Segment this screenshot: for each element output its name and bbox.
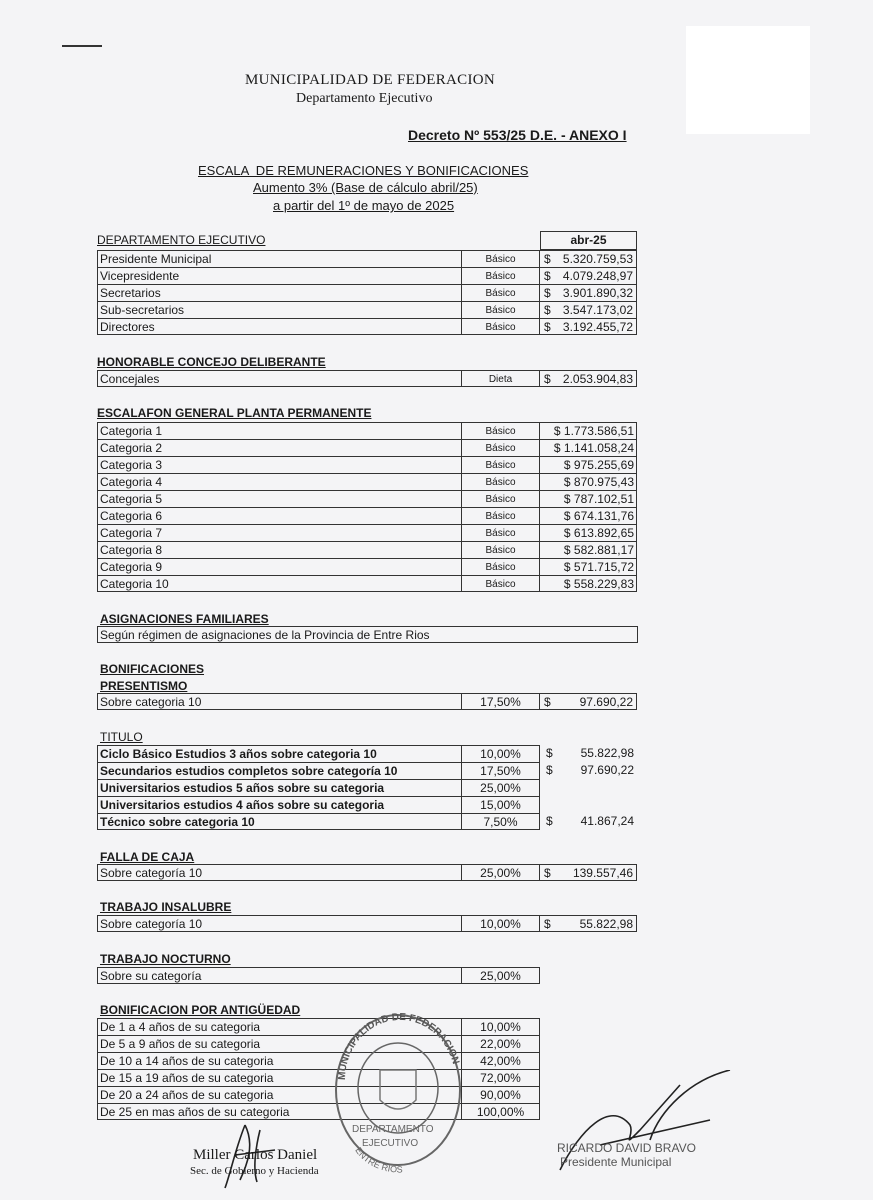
currency-symbol: $ xyxy=(546,746,553,760)
row-percent: 25,00% xyxy=(462,779,540,796)
row-label: Ciclo Básico Estudios 3 años sobre categoria 10 xyxy=(97,745,462,762)
table-row xyxy=(0,473,873,490)
row-amount-cell xyxy=(540,301,637,318)
row-amount: $ 1.141.058,24 xyxy=(553,441,634,455)
table-row xyxy=(0,541,873,558)
section-presentismo: PRESENTISMO xyxy=(100,679,188,693)
row-label: De 1 a 4 años de su categoria xyxy=(97,1018,462,1035)
row-amount-cell xyxy=(540,575,637,592)
row-percent: 25,00% xyxy=(462,864,540,881)
section-concejo: HONORABLE CONCEJO DELIBERANTE xyxy=(97,355,326,369)
decree-number: Decreto Nº 553/25 D.E. - ANEXO I xyxy=(408,127,627,143)
table-row xyxy=(0,915,873,932)
row-amount: $ 571.715,72 xyxy=(563,560,634,574)
doc-subtitle-1: Aumento 3% (Base de cálculo abril/25) xyxy=(253,180,478,195)
currency-symbol: $ xyxy=(544,695,551,709)
row-percent: 72,00% xyxy=(462,1069,540,1086)
row-percent: 15,00% xyxy=(462,796,540,813)
table-row xyxy=(0,796,873,813)
row-type: Básico xyxy=(462,575,540,592)
row-amount: 3.547.173,02 xyxy=(562,303,633,317)
row-amount-cell xyxy=(540,558,637,575)
table-row xyxy=(0,813,873,830)
table-row xyxy=(0,284,873,301)
row-label: Universitarios estudios 5 años sobre su categoria xyxy=(97,779,462,796)
row-label: Secretarios xyxy=(97,284,462,301)
currency-symbol: $ xyxy=(544,286,551,300)
section-bonificaciones: BONIFICACIONES xyxy=(100,662,205,676)
row-label: Categoria 8 xyxy=(97,541,462,558)
row-amount: $ 582.881,17 xyxy=(563,543,634,557)
stamp-mid-text-2: EJECUTIVO xyxy=(362,1138,419,1149)
table-row xyxy=(0,267,873,284)
row-type: Básico xyxy=(462,284,540,301)
row-percent: 17,50% xyxy=(462,693,540,710)
row-label: De 25 en mas años de su categoria xyxy=(97,1103,462,1120)
row-type: Básico xyxy=(462,524,540,541)
stamp-bottom-text: ENTRE RIOS xyxy=(353,1145,403,1175)
signer-right-role: Presidente Municipal xyxy=(560,1155,672,1169)
row-label: Categoria 10 xyxy=(97,575,462,592)
row-amount: 3.901.890,32 xyxy=(562,286,633,300)
row-label: Sobre categoria 10 xyxy=(97,693,462,710)
row-type: Básico xyxy=(462,558,540,575)
row-type: Dieta xyxy=(462,370,540,387)
row-type: Básico xyxy=(462,473,540,490)
row-percent: 10,00% xyxy=(462,915,540,932)
currency-symbol: $ xyxy=(544,320,551,334)
row-label: Sub-secretarios xyxy=(97,301,462,318)
row-type: Básico xyxy=(462,267,540,284)
row-type: Básico xyxy=(462,439,540,456)
row-amount: 55.822,98 xyxy=(579,917,633,931)
row-percent: 100,00% xyxy=(462,1103,540,1120)
row-amount: 2.053.904,83 xyxy=(562,372,633,386)
row-amount: $ 975.255,69 xyxy=(563,458,634,472)
row-amount: 139.557,46 xyxy=(572,866,633,880)
currency-symbol: $ xyxy=(546,814,553,828)
currency-symbol: $ xyxy=(544,252,551,266)
row-amount: $ 674.131,76 xyxy=(563,509,634,523)
row-label: Categoria 2 xyxy=(97,439,462,456)
row-type: Básico xyxy=(462,490,540,507)
row-amount-cell xyxy=(540,439,637,456)
row-amount-cell xyxy=(540,541,637,558)
row-amount xyxy=(540,779,634,796)
row-amount: $ 870.975,43 xyxy=(563,475,634,489)
table-row xyxy=(0,745,873,762)
section-titulo: TITULO xyxy=(100,730,143,744)
row-label: De 10 a 14 años de su categoria xyxy=(97,1052,462,1069)
row-amount: $ 1.773.586,51 xyxy=(553,424,634,438)
row-amount: $ 613.892,65 xyxy=(563,526,634,540)
table-row xyxy=(0,439,873,456)
row-label: Directores xyxy=(97,318,462,335)
row-type: Básico xyxy=(462,250,540,267)
row-label: Categoria 4 xyxy=(97,473,462,490)
row-amount: 41.867,24 xyxy=(580,814,634,828)
currency-symbol: $ xyxy=(544,303,551,317)
row-percent: 90,00% xyxy=(462,1086,540,1103)
row-label: Técnico sobre categoria 10 xyxy=(97,813,462,830)
row-amount-cell xyxy=(540,473,637,490)
redaction-patch xyxy=(686,26,810,134)
row-amount-cell xyxy=(540,915,637,932)
table-row xyxy=(0,507,873,524)
table-row xyxy=(0,524,873,541)
table-row xyxy=(0,575,873,592)
row-percent: 42,00% xyxy=(462,1052,540,1069)
row-percent: 17,50% xyxy=(462,762,540,779)
row-amount-cell xyxy=(540,507,637,524)
row-label: Categoria 5 xyxy=(97,490,462,507)
row-type: Básico xyxy=(462,541,540,558)
table-row xyxy=(0,422,873,439)
row-label: Categoria 3 xyxy=(97,456,462,473)
row-label: Presidente Municipal xyxy=(97,250,462,267)
row-amount-cell xyxy=(540,370,637,387)
row-amount: 97.690,22 xyxy=(580,763,634,777)
row-amount: $ 787.102,51 xyxy=(563,492,634,506)
row-amount-cell xyxy=(540,284,637,301)
row-label: Sobre categoría 10 xyxy=(97,915,462,932)
doc-title: ESCALA DE REMUNERACIONES Y BONIFICACIONES xyxy=(198,163,529,178)
row-amount-cell xyxy=(540,524,637,541)
row-percent: 10,00% xyxy=(462,1018,540,1035)
section-ejecutivo: DEPARTAMENTO EJECUTIVO xyxy=(97,233,266,247)
row-amount-cell xyxy=(540,693,637,710)
row-percent: 25,00% xyxy=(462,967,540,984)
stamp-mid-text: DEPARTAMENTO xyxy=(352,1124,434,1135)
row-percent: 10,00% xyxy=(462,745,540,762)
table-row xyxy=(0,558,873,575)
table-row xyxy=(0,250,873,267)
row-amount: $ 558.229,83 xyxy=(563,577,634,591)
currency-symbol: $ xyxy=(544,866,551,880)
col-header-period: abr-25 xyxy=(540,231,637,250)
table-row xyxy=(0,490,873,507)
row-type: Básico xyxy=(462,318,540,335)
row-type: Básico xyxy=(462,507,540,524)
row-type: Básico xyxy=(462,422,540,439)
doc-subtitle-2: a partir del 1º de mayo de 2025 xyxy=(273,198,455,213)
row-amount xyxy=(540,796,634,813)
row-label: De 15 a 19 años de su categoria xyxy=(97,1069,462,1086)
table-row xyxy=(0,301,873,318)
section-escalafon: ESCALAFON GENERAL PLANTA PERMANENTE xyxy=(97,406,372,420)
org-name: MUNICIPALIDAD DE FEDERACION xyxy=(245,72,496,88)
row-amount-cell xyxy=(540,422,637,439)
municipal-stamp xyxy=(330,1000,465,1185)
row-label: De 20 a 24 años de su categoria xyxy=(97,1086,462,1103)
currency-symbol: $ xyxy=(544,372,551,386)
row-amount: 97.690,22 xyxy=(579,695,633,709)
row-type: Básico xyxy=(462,456,540,473)
table-row xyxy=(0,864,873,881)
row-amount-cell xyxy=(540,456,637,473)
row-label: Categoria 7 xyxy=(97,524,462,541)
row-amount-cell xyxy=(540,864,637,881)
row-label: Sobre categoría 10 xyxy=(97,864,462,881)
section-nocturno: TRABAJO NOCTURNO xyxy=(100,952,231,966)
currency-symbol: $ xyxy=(546,763,553,777)
signer-left-name: Miller Carlos Daniel xyxy=(193,1147,318,1163)
dept-name: Departamento Ejecutivo xyxy=(296,91,433,106)
row-amount: 55.822,98 xyxy=(580,746,634,760)
section-falla: FALLA DE CAJA xyxy=(100,850,195,864)
table-row xyxy=(0,693,873,710)
row-amount: 4.079.248,97 xyxy=(562,269,633,283)
row-label: Sobre su categoría xyxy=(97,967,462,984)
signer-right-name: RICARDO DAVID BRAVO xyxy=(557,1141,696,1155)
margin-mark xyxy=(62,45,102,47)
row-type: Básico xyxy=(462,301,540,318)
table-row xyxy=(0,370,873,387)
table-row xyxy=(0,456,873,473)
row-label: Categoria 6 xyxy=(97,507,462,524)
svg-text:ENTRE RIOS xyxy=(353,1145,403,1174)
row-label: Categoria 9 xyxy=(97,558,462,575)
section-antiguedad: BONIFICACION POR ANTIGÜEDAD xyxy=(100,1003,301,1017)
table-row xyxy=(0,318,873,335)
row-label: De 5 a 9 años de su categoria xyxy=(97,1035,462,1052)
row-amount: 5.320.759,53 xyxy=(562,252,633,266)
row-label: Vicepresidente xyxy=(97,267,462,284)
section-insalubre: TRABAJO INSALUBRE xyxy=(100,900,232,914)
table-row xyxy=(0,779,873,796)
row-amount-cell xyxy=(540,267,637,284)
currency-symbol: $ xyxy=(544,269,551,283)
row-amount: 3.192.455,72 xyxy=(562,320,633,334)
signer-left-role: Sec. de Gobierno y Hacienda xyxy=(190,1165,319,1177)
asignaciones-text: Según régimen de asignaciones de la Provincia de Entre Rios xyxy=(97,626,638,643)
row-label: Secundarios estudios completos sobre categoría 10 xyxy=(97,762,462,779)
currency-symbol: $ xyxy=(544,917,551,931)
table-row xyxy=(0,967,873,984)
row-percent: 22,00% xyxy=(462,1035,540,1052)
section-asignaciones: ASIGNACIONES FAMILIARES xyxy=(100,612,269,626)
row-amount-cell xyxy=(540,490,637,507)
stamp-top-text: MUNICIPALIDAD DE FEDERACION xyxy=(336,1011,461,1081)
row-amount-cell xyxy=(540,250,637,267)
row-label: Universitarios estudios 4 años sobre su categoria xyxy=(97,796,462,813)
table-row xyxy=(0,762,873,779)
row-label: Categoria 1 xyxy=(97,422,462,439)
row-amount-cell xyxy=(540,318,637,335)
row-label: Concejales xyxy=(97,370,462,387)
row-percent: 7,50% xyxy=(462,813,540,830)
